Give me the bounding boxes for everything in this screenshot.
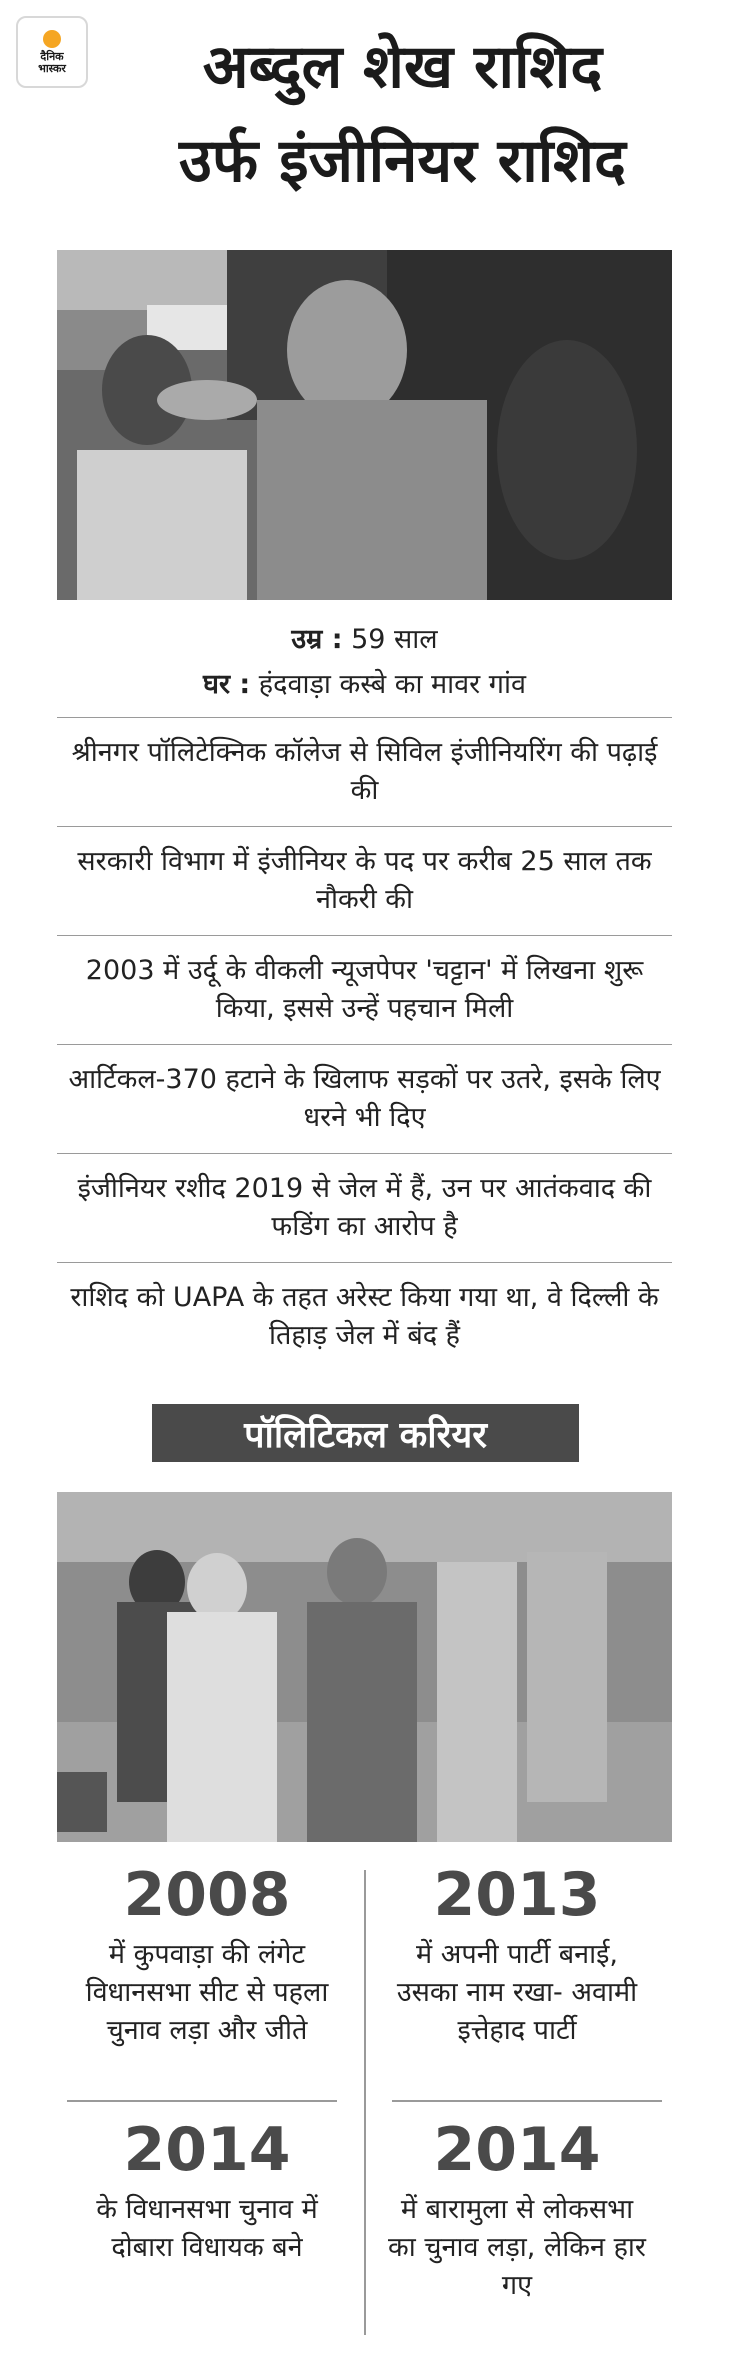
home-row xyxy=(57,665,672,705)
fact-item: इंजीनियर रशीद 2019 से जेल में हैं, उन पर आतंकवाद की फडिंग का आरोप है xyxy=(57,1153,672,1262)
fact-item: सरकारी विभाग में इंजीनियर के पद पर करीब 25 साल तक नौकरी की xyxy=(57,826,672,935)
timeline-text: में अपनी पार्टी बनाई, उसका नाम रखा- अवामी इत्तेहाद पार्टी xyxy=(396,1939,638,2046)
career-timeline xyxy=(57,1860,672,2340)
rashid-escort-photo xyxy=(57,1492,672,1842)
timeline-text: में कुपवाड़ा की लंगेट विधानसभा सीट से पहला चुनाव लड़ा और जीते xyxy=(85,1939,329,2046)
timeline-entry xyxy=(77,1860,337,2050)
timeline-year: 2013 xyxy=(433,1860,601,1930)
timeline-separator xyxy=(392,2100,662,2102)
fact-item: राशिद को UAPA के तहत अरेस्ट किया गया था, वे दिल्ली के तिहाड़ जेल में बंद हैं xyxy=(57,1262,672,1371)
age-label: उम्र : xyxy=(291,624,343,655)
section-banner: पॉलिटिकल करियर xyxy=(152,1404,579,1462)
fact-item: आर्टिकल-370 हटाने के खिलाफ सड़कों पर उतरे, इसके लिए धरने भी दिए xyxy=(57,1044,672,1153)
timeline-year: 2014 xyxy=(433,2115,601,2185)
fact-item: 2003 में उर्दू के वीकली न्यूजपेपर 'चट्टान' में लिखना शुरू किया, इससे उन्हें पहचान मिली xyxy=(57,935,672,1044)
headline-line1: अब्दुल शेख राशिद xyxy=(202,32,603,102)
timeline-year: 2008 xyxy=(123,1860,291,1930)
timeline-entry xyxy=(77,2115,337,2267)
home-value: हंदवाड़ा कस्बे का मावर गांव xyxy=(258,669,527,700)
logo-text-line1: दैनिक xyxy=(40,49,64,63)
timeline-entry xyxy=(387,1860,647,2050)
age-value: 59 साल xyxy=(351,624,438,655)
timeline-entry xyxy=(387,2115,647,2305)
headline xyxy=(95,20,710,208)
home-label: घर : xyxy=(202,669,251,700)
age-row xyxy=(57,620,672,660)
dainik-bhaskar-logo xyxy=(16,16,88,88)
timeline-separator xyxy=(67,2100,337,2102)
timeline-year: 2014 xyxy=(123,2115,291,2185)
rashid-crowd-photo xyxy=(57,250,672,600)
facts-list xyxy=(57,717,672,1371)
timeline-text: में बारामुला से लोकसभा का चुनाव लड़ा, लेकिन हार गए xyxy=(388,2194,646,2301)
headline-line2: उर्फ इंजीनियर राशिद xyxy=(179,126,626,196)
logo-sun-icon xyxy=(43,30,61,48)
fact-item: श्रीनगर पॉलिटेक्निक कॉलेज से सिविल इंजीनियरिंग की पढ़ाई की xyxy=(57,717,672,826)
timeline-text: के विधानसभा चुनाव में दोबारा विधायक बने xyxy=(96,2194,318,2263)
timeline-divider xyxy=(364,1870,366,2335)
logo-text-line2: भास्कर xyxy=(38,61,66,75)
